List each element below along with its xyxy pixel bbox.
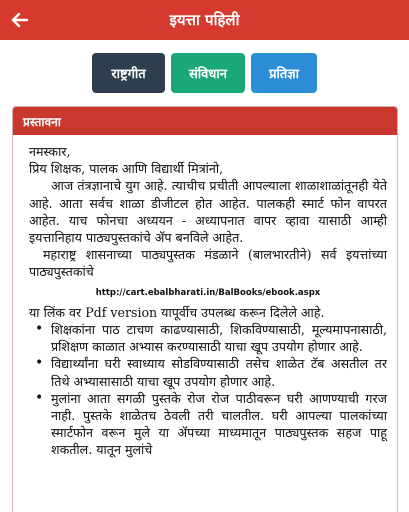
salutation: प्रिय शिक्षक, पालक आणि विद्यार्थी मित्रांनो, (29, 161, 224, 177)
list-item: • विद्यार्थ्यांना घरी स्वाध्याय सोडविण्यासाठी तसेच शाळेत टॅब असतील तर तिथे अभ्यासासाठी याचा खूप उपयोग होणार आहे. (51, 355, 387, 389)
list-item: • मुलांना आता सगळी पुस्तके रोज रोज पाठीवरून घरी आणण्याची गरज नाही. पुस्तके शाळेतच ठेवली तरी चालतील. घरी आपल्या पालकांच्या स्मार्टफोन वरून मुले या ॲपच्या माध्यमातून पाठ्यपुस्तक सहज पाहू शकतील. यातून मुलांचे (51, 390, 387, 459)
paragraph-3: या लिंक वर Pdf version यापूर्वीच उपलब्ध करून दिलेले आहे. (29, 304, 325, 320)
tab-sanvidhan[interactable]: संविधान (171, 53, 245, 93)
greeting: नमस्कार, (29, 144, 71, 159)
benefits-list (29, 321, 387, 459)
tab-pratidnya[interactable]: प्रतिज्ञा (251, 53, 317, 93)
tab-rashtrageet[interactable]: राष्ट्रगीत (92, 53, 165, 93)
card-body[interactable] (13, 135, 397, 459)
paragraph-2: महाराष्ट्र शासनाच्या पाठ्यपुस्तक मंडळाने (बालभारतीने) सर्व इयत्तांच्या पाठ्यपुस्तकांचे (29, 247, 387, 280)
page-title: इयत्ता पहिली (169, 11, 240, 29)
paragraph-1: आज तंत्रज्ञानाचे युग आहे. त्याचीच प्रचीती आपल्याला शाळाशाळांतूनही येते आहे. आता सर्वच शाळा डीजीटल होत आहेत. पालकही स्मार्ट फोन वापरत आहेत. याच फोनचा अध्ययन - अध्यापनात वापर व्हावा यासाठी आम्ही इयत्तानिहाय पाठ्यपुस्तकांचे ॲप बनविले आहेत. (29, 178, 387, 246)
preface-card (12, 106, 398, 512)
card-header: प्रस्तावना (13, 107, 397, 135)
ebook-link[interactable]: http://cart.ebalbharati.in/BalBooks/ebook.aspx (95, 287, 321, 298)
arrow-left-icon (10, 10, 30, 30)
tab-bar (0, 53, 409, 93)
back-button[interactable] (6, 6, 34, 34)
app-bar (0, 0, 409, 40)
list-item: • शिक्षकांना पाठ टाचण काढण्यासाठी, शिकविण्यासाठी, मूल्यमापनासाठी, प्रशिक्षण काळात अभ्यास करण्यासाठी याचा खूप उपयोग होणार आहे. (51, 321, 387, 355)
